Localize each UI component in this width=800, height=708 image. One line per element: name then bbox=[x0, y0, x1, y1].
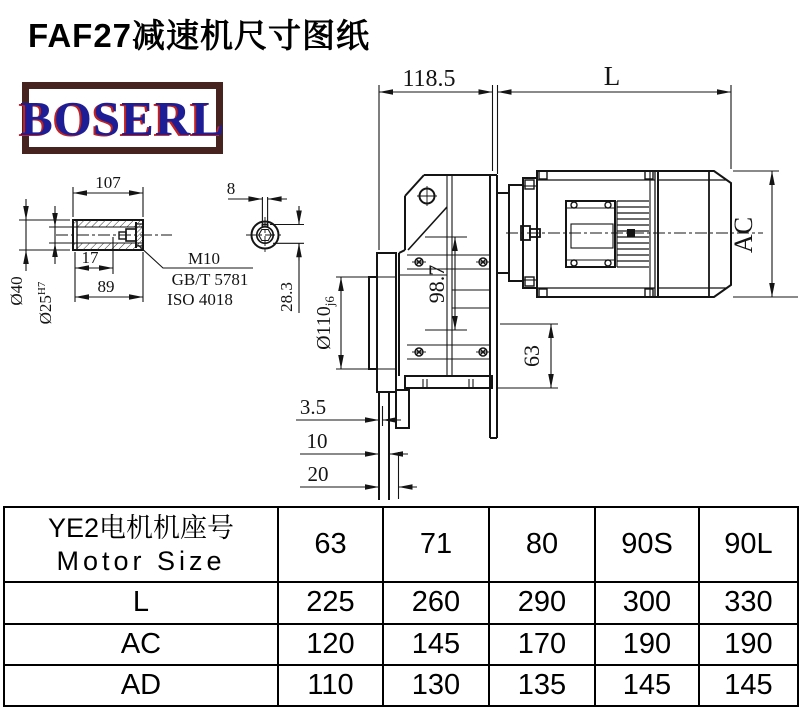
cell: 110 bbox=[278, 665, 383, 706]
dim-8-label: 8 bbox=[226, 179, 236, 198]
table-header-row bbox=[4, 507, 798, 582]
standard-gbt5781-label: GB/T 5781 bbox=[171, 270, 249, 289]
bolt-icon bbox=[476, 258, 490, 266]
cell: 190 bbox=[699, 624, 798, 664]
col-header: 80 bbox=[489, 507, 595, 582]
cell: 130 bbox=[383, 665, 489, 706]
table-row bbox=[4, 624, 798, 664]
row-label: AC bbox=[4, 624, 278, 664]
table-header-cn: YE2电机机座号 bbox=[47, 512, 235, 543]
dim-89-label: 89 bbox=[97, 277, 115, 296]
table-row bbox=[4, 665, 798, 706]
dim-dia40-label: Ø40 bbox=[7, 276, 26, 306]
cell: 135 bbox=[489, 665, 595, 706]
cell: 190 bbox=[595, 624, 699, 664]
row-label: AD bbox=[4, 665, 278, 706]
dim-20-label: 20 bbox=[307, 462, 329, 486]
col-header: 71 bbox=[383, 507, 489, 582]
thread-m10-label: M10 bbox=[187, 249, 221, 268]
shaft-side-view bbox=[56, 220, 172, 250]
boserl-logo-text: BOSERL bbox=[20, 90, 225, 146]
cell: 145 bbox=[595, 665, 699, 706]
dim-dia25h7-label: $Ø25^{H7}$ bbox=[36, 281, 55, 325]
col-header: 90L bbox=[699, 507, 798, 582]
dim-107-label: 107 bbox=[95, 173, 121, 192]
gearbox-outline bbox=[399, 175, 497, 438]
table-header-cell bbox=[4, 507, 278, 582]
dim-283-label: 28.3 bbox=[277, 282, 296, 312]
motor-nameplate bbox=[566, 201, 615, 267]
shaft-section-view bbox=[246, 217, 284, 253]
flange-outline bbox=[369, 253, 409, 500]
shaft-dimensions bbox=[7, 173, 304, 324]
col-header: 90S bbox=[595, 507, 699, 582]
table-header-en: Motor Size bbox=[56, 545, 226, 576]
motor-outline bbox=[497, 171, 763, 297]
cell: 225 bbox=[278, 582, 383, 624]
dim-dia110j6-label: $Ø110_{j6}$ bbox=[313, 296, 337, 350]
cell: 290 bbox=[489, 582, 595, 624]
page-title: FAF27减速机尺寸图纸 bbox=[28, 17, 371, 54]
dim-35-label: 3.5 bbox=[299, 395, 327, 419]
dim-1185-label: 118.5 bbox=[402, 66, 456, 92]
table-row bbox=[4, 582, 798, 624]
dim-17-label: 17 bbox=[81, 248, 99, 267]
cell: 120 bbox=[278, 624, 383, 664]
dim-63-label: 63 bbox=[519, 345, 544, 367]
fan-cover bbox=[658, 171, 731, 297]
cell: 260 bbox=[383, 582, 489, 624]
dim-AC-label: AC bbox=[729, 216, 758, 254]
cell: 300 bbox=[595, 582, 699, 624]
motor-size-table bbox=[3, 506, 799, 707]
cell: 330 bbox=[699, 582, 798, 624]
row-label: L bbox=[4, 582, 278, 624]
cell: 170 bbox=[489, 624, 595, 664]
main-dimensions bbox=[296, 61, 798, 487]
cell: 145 bbox=[383, 624, 489, 664]
dim-10-label: 10 bbox=[306, 429, 328, 453]
cell: 145 bbox=[699, 665, 798, 706]
bolt-icon bbox=[412, 348, 426, 356]
dim-987-label: 98.7 bbox=[424, 264, 449, 304]
standard-iso4018-label: ISO 4018 bbox=[167, 290, 233, 309]
bolt-icon bbox=[476, 348, 490, 356]
col-header: 63 bbox=[278, 507, 383, 582]
dim-L-label: L bbox=[603, 61, 621, 91]
